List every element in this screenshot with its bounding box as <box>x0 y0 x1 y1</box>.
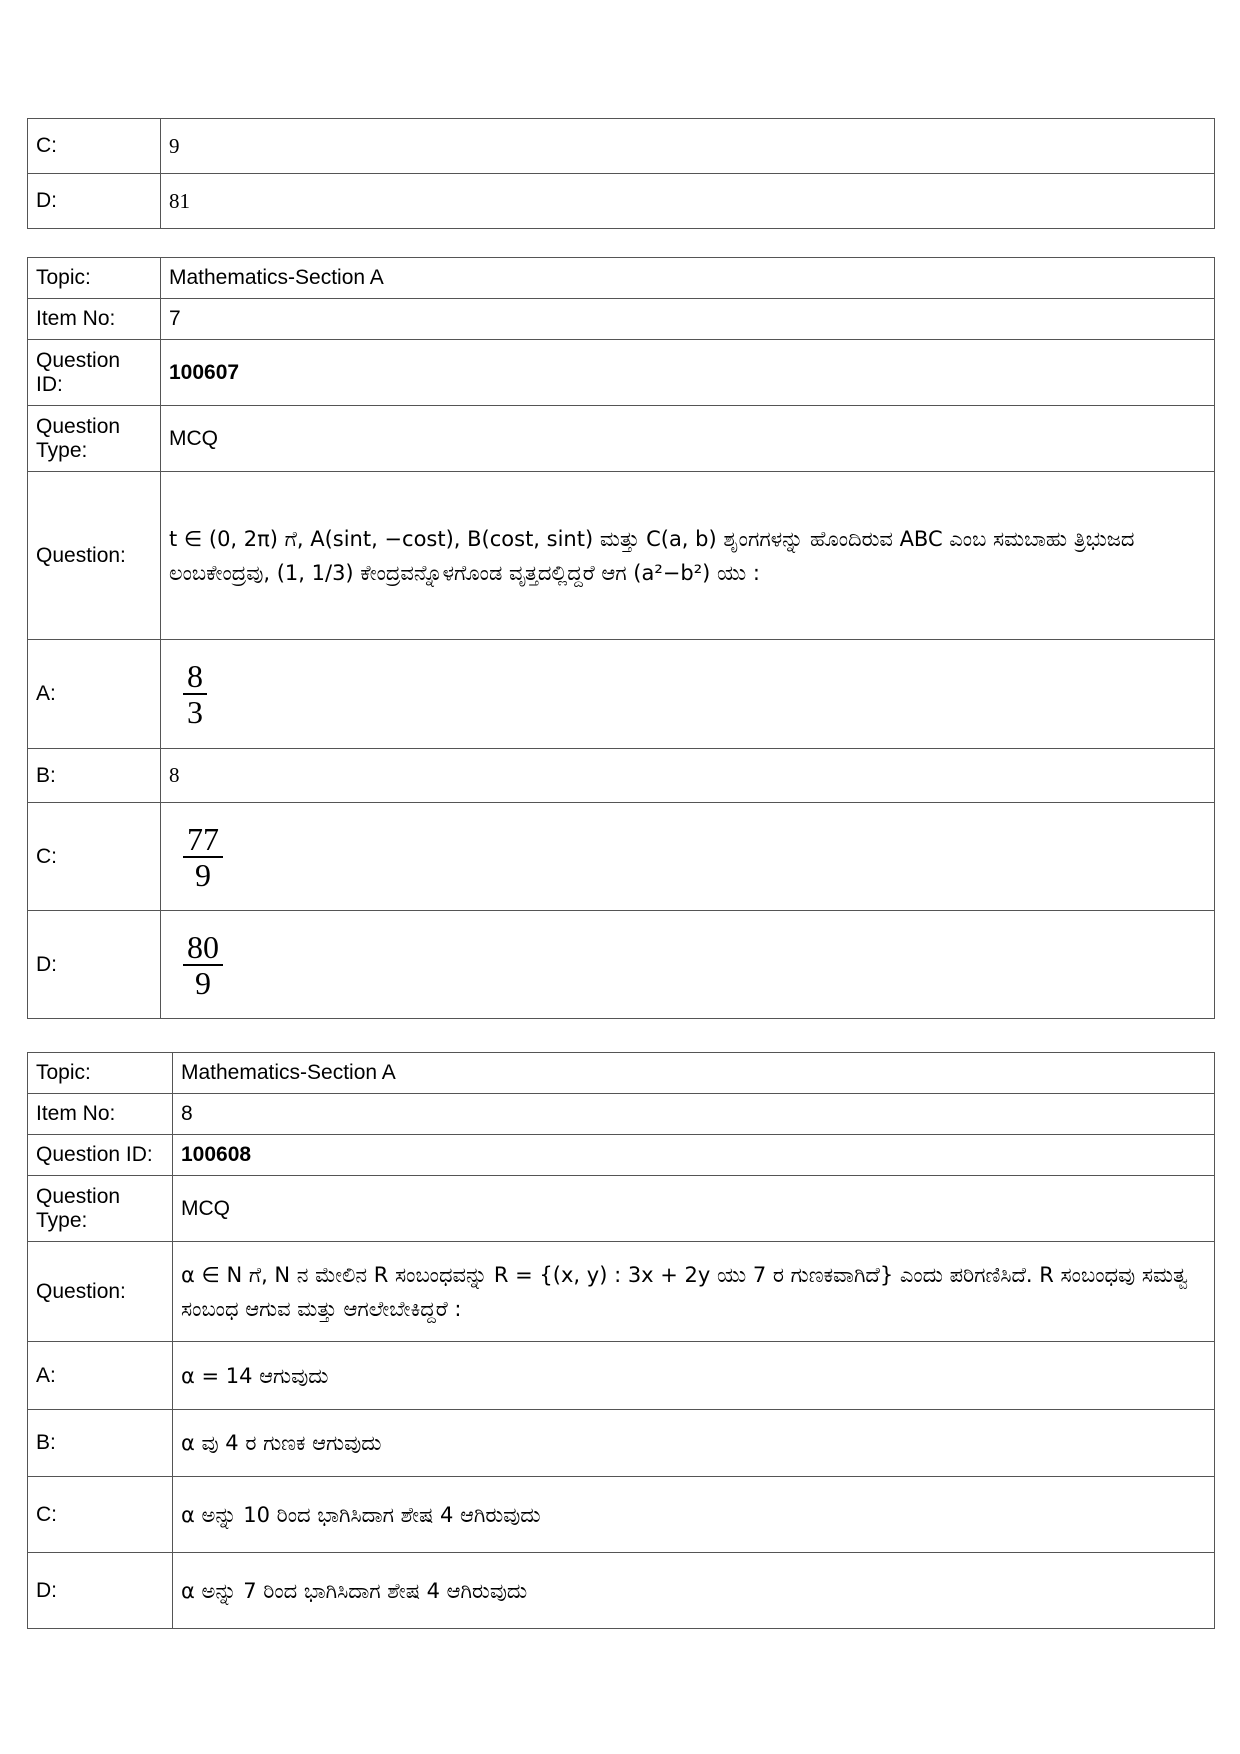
question-id-row <box>28 340 1215 406</box>
option-value: α = 14 ಆಗುವುದು <box>173 1342 1215 1410</box>
option-label: B: <box>28 1410 173 1477</box>
option-label: C: <box>28 119 161 174</box>
question-type-label: Question Type: <box>28 1176 173 1242</box>
option-row-d <box>28 911 1215 1019</box>
option-label: D: <box>28 1553 173 1629</box>
question-type-label: Question Type: <box>28 406 161 472</box>
option-value: α ವು 4 ರ ಗುಣಕ ಆಗುವುದು <box>173 1410 1215 1477</box>
question-table-item-8 <box>27 1052 1215 1629</box>
item-label: Item No: <box>28 299 161 340</box>
option-label: D: <box>28 174 161 229</box>
option-label: C: <box>28 803 161 911</box>
option-row-d <box>28 174 1215 229</box>
option-row-b <box>28 1410 1215 1477</box>
option-value: 8 <box>161 749 1215 803</box>
question-id-label: Question ID: <box>28 1135 173 1176</box>
question-label: Question: <box>28 1242 173 1342</box>
question-type-value: MCQ <box>173 1176 1215 1242</box>
item-label: Item No: <box>28 1094 173 1135</box>
option-label: C: <box>28 1477 173 1553</box>
option-label: B: <box>28 749 161 803</box>
option-label: D: <box>28 911 161 1019</box>
topic-row <box>28 1053 1215 1094</box>
denominator: 9 <box>195 964 211 1001</box>
question-id-row <box>28 1135 1215 1176</box>
question-id-value: 100608 <box>173 1135 1215 1176</box>
fraction <box>183 930 223 1000</box>
option-row-d <box>28 1553 1215 1629</box>
option-row-a <box>28 640 1215 749</box>
option-value <box>161 911 1215 1019</box>
topic-label: Topic: <box>28 258 161 299</box>
question-id-value: 100607 <box>161 340 1215 406</box>
option-value: 9 <box>161 119 1215 174</box>
numerator: 77 <box>183 822 223 858</box>
item-value: 8 <box>173 1094 1215 1135</box>
option-value: α ಅನ್ನು 10 ರಿಂದ ಭಾಗಿಸಿದಾಗ ಶೇಷ 4 ಆಗಿರುವುದು <box>173 1477 1215 1553</box>
option-row-a <box>28 1342 1215 1410</box>
topic-value: Mathematics-Section A <box>173 1053 1215 1094</box>
question-text: α ∈ N ಗೆ, N ನ ಮೇಲಿನ R ಸಂಬಂಧವನ್ನು R = {(x, y) : 3x + 2y ಯು 7 ರ ಗುಣಕವಾಗಿದೆ} ಎಂದು ಪರಿಗಣಿಸಿದೆ. R ಸಂಬಂಧವು ಸಮತ್ವ ಸಂಬಂಧ ಆಗುವ ಮತ್ತು ಆಗಲೇಬೇಕಿದ್ದರೆ : <box>173 1242 1215 1342</box>
question-table-item-7 <box>27 257 1215 1019</box>
question-type-row <box>28 1176 1215 1242</box>
fraction <box>183 822 223 892</box>
option-row-c <box>28 119 1215 174</box>
question-text: t ∈ (0, 2π) ಗೆ, A(sint, −cost), B(cost, sint) ಮತ್ತು C(a, b) ಶೃಂಗಗಳನ್ನು ಹೊಂದಿರುವ ABC ಎಂಬ ಸಮಬಾಹು ತ್ರಿಭುಜದ ಲಂಬಕೇಂದ್ರವು, (1, 1/3) ಕೇಂದ್ರವನ್ನೊಳಗೊಂಡ ವೃತ್ತದಲ್ಲಿದ್ದರೆ ಆಗ (a²−b²) ಯು : <box>161 472 1215 640</box>
prev-question-options-table <box>27 118 1215 229</box>
option-label: A: <box>28 1342 173 1410</box>
option-value <box>161 640 1215 749</box>
topic-label: Topic: <box>28 1053 173 1094</box>
option-value <box>161 803 1215 911</box>
option-row-c <box>28 1477 1215 1553</box>
question-id-label: Question ID: <box>28 340 161 406</box>
question-type-row <box>28 406 1215 472</box>
question-label: Question: <box>28 472 161 640</box>
option-value: 81 <box>161 174 1215 229</box>
option-row-b <box>28 749 1215 803</box>
question-row <box>28 472 1215 640</box>
denominator: 9 <box>195 856 211 893</box>
question-row <box>28 1242 1215 1342</box>
option-label: A: <box>28 640 161 749</box>
fraction <box>183 659 207 729</box>
topic-row <box>28 258 1215 299</box>
item-value: 7 <box>161 299 1215 340</box>
question-type-value: MCQ <box>161 406 1215 472</box>
numerator: 80 <box>183 930 223 966</box>
item-row <box>28 1094 1215 1135</box>
numerator: 8 <box>183 659 207 695</box>
item-row <box>28 299 1215 340</box>
denominator: 3 <box>187 694 203 730</box>
option-value: α ಅನ್ನು 7 ರಿಂದ ಭಾಗಿಸಿದಾಗ ಶೇಷ 4 ಆಗಿರುವುದು <box>173 1553 1215 1629</box>
option-row-c <box>28 803 1215 911</box>
topic-value: Mathematics-Section A <box>161 258 1215 299</box>
